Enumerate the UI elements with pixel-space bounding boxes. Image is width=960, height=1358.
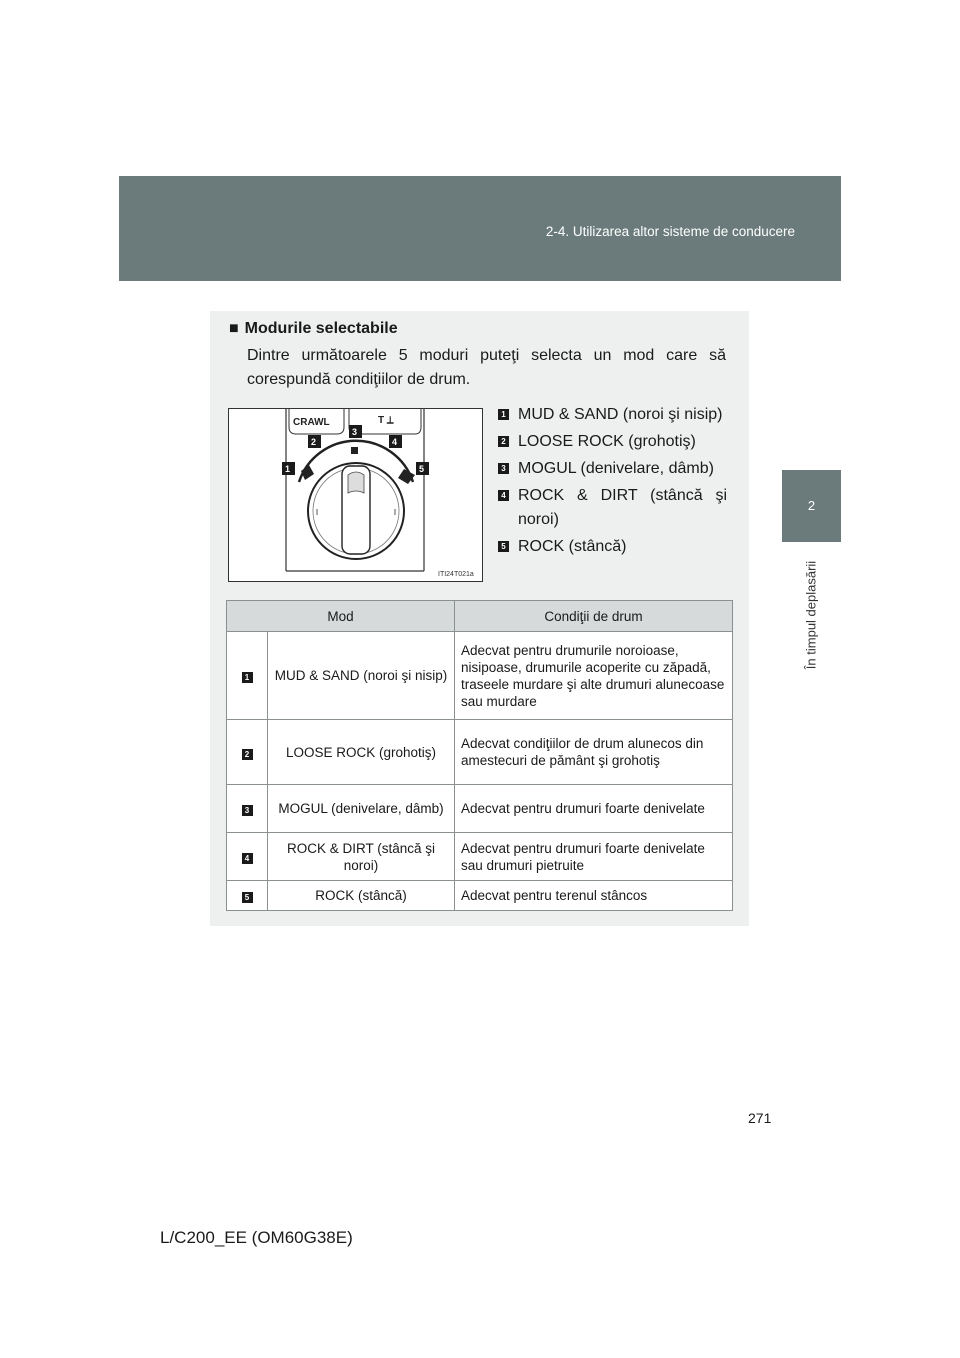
table-row xyxy=(227,785,733,833)
section-title: Modurile selectabile xyxy=(244,320,398,337)
content-panel xyxy=(210,311,749,926)
number-badge-icon: 3 xyxy=(242,805,253,816)
marker-5: 5 xyxy=(419,464,425,474)
table-row xyxy=(227,720,733,785)
legend-text: ROCK & DIRT (stâncă şi noroi) xyxy=(518,487,727,528)
mode-cell: MOGUL (denivelare, dâmb) xyxy=(268,785,455,833)
number-badge-icon: 1 xyxy=(498,409,509,420)
modes-table xyxy=(226,600,733,911)
section-breadcrumb: 2-4. Utilizarea altor sisteme de conducere xyxy=(545,224,795,239)
conditions-cell: Adecvat pentru drumurile noroioase, nisipoase, drumurile acoperite cu zăpadă, traseele murdare şi alte drumuri alunecoase sau murdare xyxy=(455,632,733,720)
legend-item xyxy=(498,457,727,481)
legend-text: LOOSE ROCK (grohotiş) xyxy=(518,433,696,450)
crawl-label: CRAWL xyxy=(293,417,330,428)
mode-cell: ROCK (stâncă) xyxy=(268,881,455,911)
chapter-number: 2 xyxy=(807,498,816,513)
legend-item xyxy=(498,484,727,532)
number-badge-icon: 4 xyxy=(242,853,253,864)
mode-cell: ROCK & DIRT (stâncă şi noroi) xyxy=(268,833,455,881)
square-bullet-icon: ■ xyxy=(229,320,239,337)
page-number: 271 xyxy=(748,1110,772,1126)
table-row xyxy=(227,833,733,881)
marker-3: 3 xyxy=(352,427,358,437)
marker-4: 4 xyxy=(392,437,398,447)
svg-text:T ⟂: T ⟂ xyxy=(378,415,394,426)
number-badge-icon: 3 xyxy=(498,463,509,474)
marker-1: 1 xyxy=(285,464,291,474)
footer-code: L/C200_EE (OM60G38E) xyxy=(160,1228,353,1247)
mode-selector-figure xyxy=(228,408,483,582)
legend-text: ROCK (stâncă) xyxy=(518,538,627,555)
number-badge-icon: 2 xyxy=(498,436,509,447)
table-header-row xyxy=(227,601,733,632)
conditions-cell: Adecvat pentru drumuri foarte denivelate xyxy=(455,785,733,833)
marker-2: 2 xyxy=(311,437,317,447)
legend-item xyxy=(498,535,727,559)
legend-text: MUD & SAND (noroi şi nisip) xyxy=(518,406,723,423)
mode-cell: LOOSE ROCK (grohotiş) xyxy=(268,720,455,785)
chapter-title: În timpul deplasării xyxy=(803,560,819,670)
conditions-cell: Adecvat pentru terenul stâncos xyxy=(455,881,733,911)
conditions-cell: Adecvat pentru drumuri foarte denivelate sau drumuri pietruite xyxy=(455,833,733,881)
table-row xyxy=(227,881,733,911)
conditions-cell: Adecvat condiţiilor de drum alunecos din amestecuri de pământ şi grohotiş xyxy=(455,720,733,785)
header-mode: Mod xyxy=(227,601,455,632)
chapter-tab xyxy=(782,470,841,542)
chapter-title-vertical xyxy=(776,545,846,685)
number-badge-icon: 5 xyxy=(498,541,509,552)
mode-legend xyxy=(498,403,727,562)
number-badge-icon: 2 xyxy=(242,749,253,760)
header-band xyxy=(119,176,841,281)
number-badge-icon: 1 xyxy=(242,672,253,683)
legend-item xyxy=(498,403,727,427)
header-conditions: Condiţii de drum xyxy=(455,601,733,632)
legend-item xyxy=(498,430,727,454)
mode-cell: MUD & SAND (noroi şi nisip) xyxy=(268,632,455,720)
intro-paragraph: Dintre următoarele 5 moduri puteţi selecta un mod care să corespundă condiţiilor de drum. xyxy=(247,347,726,388)
table-row xyxy=(227,632,733,720)
number-badge-icon: 5 xyxy=(242,892,253,903)
image-code: ITI24T021a xyxy=(438,571,474,578)
legend-text: MOGUL (denivelare, dâmb) xyxy=(518,460,714,477)
dial-illustration xyxy=(229,409,482,581)
number-badge-icon: 4 xyxy=(498,490,509,501)
section-heading xyxy=(229,320,398,338)
